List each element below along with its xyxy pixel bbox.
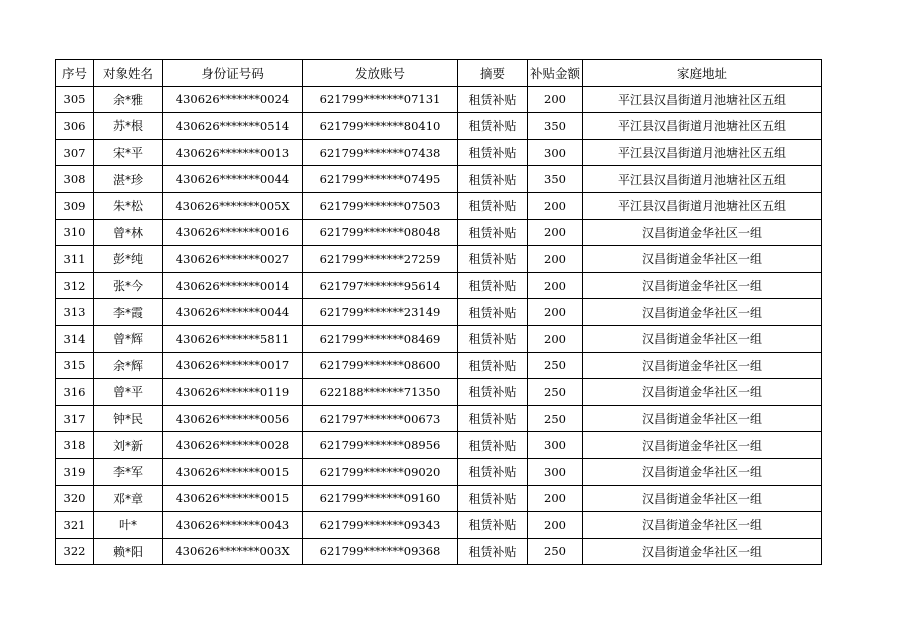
cell-summary: 租赁补贴 xyxy=(458,485,528,512)
cell-summary: 租赁补贴 xyxy=(458,379,528,406)
cell-seq: 309 xyxy=(56,192,94,219)
cell-summary: 租赁补贴 xyxy=(458,352,528,379)
table-row xyxy=(56,113,822,140)
header-name: 对象姓名 xyxy=(94,60,163,87)
cell-account: 621799*******09160 xyxy=(303,485,458,512)
cell-amount: 200 xyxy=(528,272,583,299)
cell-id-number: 430626*******0043 xyxy=(163,512,303,539)
cell-id-number: 430626*******0514 xyxy=(163,113,303,140)
cell-id-number: 430626*******005X xyxy=(163,192,303,219)
cell-address: 汉昌街道金华社区一组 xyxy=(583,272,822,299)
cell-seq: 317 xyxy=(56,405,94,432)
cell-name: 刘*新 xyxy=(94,432,163,459)
cell-seq: 319 xyxy=(56,458,94,485)
cell-address: 汉昌街道金华社区一组 xyxy=(583,246,822,273)
table-body xyxy=(56,86,822,565)
cell-name: 余*辉 xyxy=(94,352,163,379)
cell-account: 621799*******08048 xyxy=(303,219,458,246)
cell-account: 621799*******23149 xyxy=(303,299,458,326)
cell-summary: 租赁补贴 xyxy=(458,139,528,166)
table-row xyxy=(56,352,822,379)
cell-name: 李*霞 xyxy=(94,299,163,326)
cell-amount: 300 xyxy=(528,432,583,459)
table-row xyxy=(56,86,822,113)
cell-summary: 租赁补贴 xyxy=(458,192,528,219)
header-seq: 序号 xyxy=(56,60,94,87)
cell-id-number: 430626*******0119 xyxy=(163,379,303,406)
cell-account: 621799*******07495 xyxy=(303,166,458,193)
cell-seq: 308 xyxy=(56,166,94,193)
cell-address: 汉昌街道金华社区一组 xyxy=(583,325,822,352)
table-row xyxy=(56,272,822,299)
cell-address: 汉昌街道金华社区一组 xyxy=(583,458,822,485)
cell-amount: 250 xyxy=(528,405,583,432)
cell-amount: 250 xyxy=(528,538,583,565)
cell-seq: 313 xyxy=(56,299,94,326)
cell-name: 赖*阳 xyxy=(94,538,163,565)
cell-summary: 租赁补贴 xyxy=(458,113,528,140)
cell-seq: 314 xyxy=(56,325,94,352)
cell-id-number: 430626*******0056 xyxy=(163,405,303,432)
cell-address: 汉昌街道金华社区一组 xyxy=(583,432,822,459)
table-row xyxy=(56,325,822,352)
cell-id-number: 430626*******0024 xyxy=(163,86,303,113)
cell-name: 叶* xyxy=(94,512,163,539)
header-amount: 补贴金额 xyxy=(528,60,583,87)
cell-summary: 租赁补贴 xyxy=(458,538,528,565)
cell-summary: 租赁补贴 xyxy=(458,299,528,326)
cell-account: 621799*******08956 xyxy=(303,432,458,459)
table-row xyxy=(56,166,822,193)
cell-address: 汉昌街道金华社区一组 xyxy=(583,219,822,246)
cell-name: 湛*珍 xyxy=(94,166,163,193)
cell-address: 汉昌街道金华社区一组 xyxy=(583,405,822,432)
cell-seq: 307 xyxy=(56,139,94,166)
table-row xyxy=(56,432,822,459)
cell-id-number: 430626*******003X xyxy=(163,538,303,565)
cell-account: 621799*******07131 xyxy=(303,86,458,113)
table-row xyxy=(56,246,822,273)
subsidy-table xyxy=(55,59,822,565)
cell-account: 621799*******09368 xyxy=(303,538,458,565)
cell-seq: 315 xyxy=(56,352,94,379)
cell-amount: 200 xyxy=(528,325,583,352)
cell-account: 621799*******09020 xyxy=(303,458,458,485)
cell-summary: 租赁补贴 xyxy=(458,432,528,459)
cell-account: 621797*******00673 xyxy=(303,405,458,432)
table-header xyxy=(56,60,822,87)
cell-seq: 305 xyxy=(56,86,94,113)
cell-id-number: 430626*******0017 xyxy=(163,352,303,379)
table-row xyxy=(56,299,822,326)
cell-summary: 租赁补贴 xyxy=(458,219,528,246)
cell-name: 曾*林 xyxy=(94,219,163,246)
cell-account: 621797*******95614 xyxy=(303,272,458,299)
cell-account: 621799*******07503 xyxy=(303,192,458,219)
cell-address: 平江县汉昌街道月池塘社区五组 xyxy=(583,86,822,113)
cell-name: 彭*纯 xyxy=(94,246,163,273)
cell-summary: 租赁补贴 xyxy=(458,86,528,113)
cell-seq: 311 xyxy=(56,246,94,273)
cell-amount: 300 xyxy=(528,139,583,166)
cell-address: 平江县汉昌街道月池塘社区五组 xyxy=(583,166,822,193)
cell-account: 622188*******71350 xyxy=(303,379,458,406)
cell-amount: 200 xyxy=(528,299,583,326)
table-row xyxy=(56,485,822,512)
cell-amount: 200 xyxy=(528,246,583,273)
cell-name: 张*今 xyxy=(94,272,163,299)
table-row xyxy=(56,379,822,406)
cell-id-number: 430626*******5811 xyxy=(163,325,303,352)
cell-summary: 租赁补贴 xyxy=(458,246,528,273)
table-row xyxy=(56,139,822,166)
table-row xyxy=(56,219,822,246)
cell-amount: 200 xyxy=(528,485,583,512)
cell-name: 朱*松 xyxy=(94,192,163,219)
cell-amount: 200 xyxy=(528,86,583,113)
header-account: 发放账号 xyxy=(303,60,458,87)
cell-id-number: 430626*******0014 xyxy=(163,272,303,299)
cell-amount: 200 xyxy=(528,512,583,539)
cell-account: 621799*******08469 xyxy=(303,325,458,352)
cell-address: 平江县汉昌街道月池塘社区五组 xyxy=(583,139,822,166)
cell-address: 平江县汉昌街道月池塘社区五组 xyxy=(583,192,822,219)
cell-summary: 租赁补贴 xyxy=(458,512,528,539)
cell-account: 621799*******27259 xyxy=(303,246,458,273)
cell-account: 621799*******08600 xyxy=(303,352,458,379)
table-row xyxy=(56,512,822,539)
cell-seq: 306 xyxy=(56,113,94,140)
cell-amount: 200 xyxy=(528,192,583,219)
cell-account: 621799*******80410 xyxy=(303,113,458,140)
header-id-number: 身份证号码 xyxy=(163,60,303,87)
cell-amount: 250 xyxy=(528,352,583,379)
cell-seq: 322 xyxy=(56,538,94,565)
cell-id-number: 430626*******0013 xyxy=(163,139,303,166)
cell-summary: 租赁补贴 xyxy=(458,325,528,352)
cell-amount: 200 xyxy=(528,219,583,246)
cell-amount: 300 xyxy=(528,458,583,485)
cell-name: 余*雅 xyxy=(94,86,163,113)
cell-seq: 320 xyxy=(56,485,94,512)
cell-seq: 316 xyxy=(56,379,94,406)
cell-id-number: 430626*******0044 xyxy=(163,166,303,193)
cell-address: 汉昌街道金华社区一组 xyxy=(583,512,822,539)
cell-address: 汉昌街道金华社区一组 xyxy=(583,485,822,512)
cell-name: 宋*平 xyxy=(94,139,163,166)
cell-amount: 350 xyxy=(528,113,583,140)
header-row xyxy=(56,60,822,87)
cell-seq: 310 xyxy=(56,219,94,246)
cell-id-number: 430626*******0027 xyxy=(163,246,303,273)
cell-seq: 318 xyxy=(56,432,94,459)
cell-amount: 350 xyxy=(528,166,583,193)
table-row xyxy=(56,538,822,565)
cell-id-number: 430626*******0028 xyxy=(163,432,303,459)
cell-address: 汉昌街道金华社区一组 xyxy=(583,379,822,406)
cell-name: 曾*平 xyxy=(94,379,163,406)
cell-id-number: 430626*******0015 xyxy=(163,458,303,485)
cell-name: 苏*根 xyxy=(94,113,163,140)
cell-address: 汉昌街道金华社区一组 xyxy=(583,538,822,565)
cell-id-number: 430626*******0015 xyxy=(163,485,303,512)
cell-seq: 312 xyxy=(56,272,94,299)
cell-seq: 321 xyxy=(56,512,94,539)
cell-address: 平江县汉昌街道月池塘社区五组 xyxy=(583,113,822,140)
table-row xyxy=(56,405,822,432)
cell-address: 汉昌街道金华社区一组 xyxy=(583,352,822,379)
table-row xyxy=(56,192,822,219)
cell-amount: 250 xyxy=(528,379,583,406)
cell-id-number: 430626*******0044 xyxy=(163,299,303,326)
header-summary: 摘要 xyxy=(458,60,528,87)
cell-name: 邓*章 xyxy=(94,485,163,512)
table-row xyxy=(56,458,822,485)
cell-address: 汉昌街道金华社区一组 xyxy=(583,299,822,326)
cell-account: 621799*******09343 xyxy=(303,512,458,539)
cell-name: 李*军 xyxy=(94,458,163,485)
cell-name: 钟*民 xyxy=(94,405,163,432)
cell-summary: 租赁补贴 xyxy=(458,405,528,432)
cell-summary: 租赁补贴 xyxy=(458,166,528,193)
cell-name: 曾*辉 xyxy=(94,325,163,352)
cell-summary: 租赁补贴 xyxy=(458,458,528,485)
cell-id-number: 430626*******0016 xyxy=(163,219,303,246)
cell-account: 621799*******07438 xyxy=(303,139,458,166)
header-address: 家庭地址 xyxy=(583,60,822,87)
cell-summary: 租赁补贴 xyxy=(458,272,528,299)
